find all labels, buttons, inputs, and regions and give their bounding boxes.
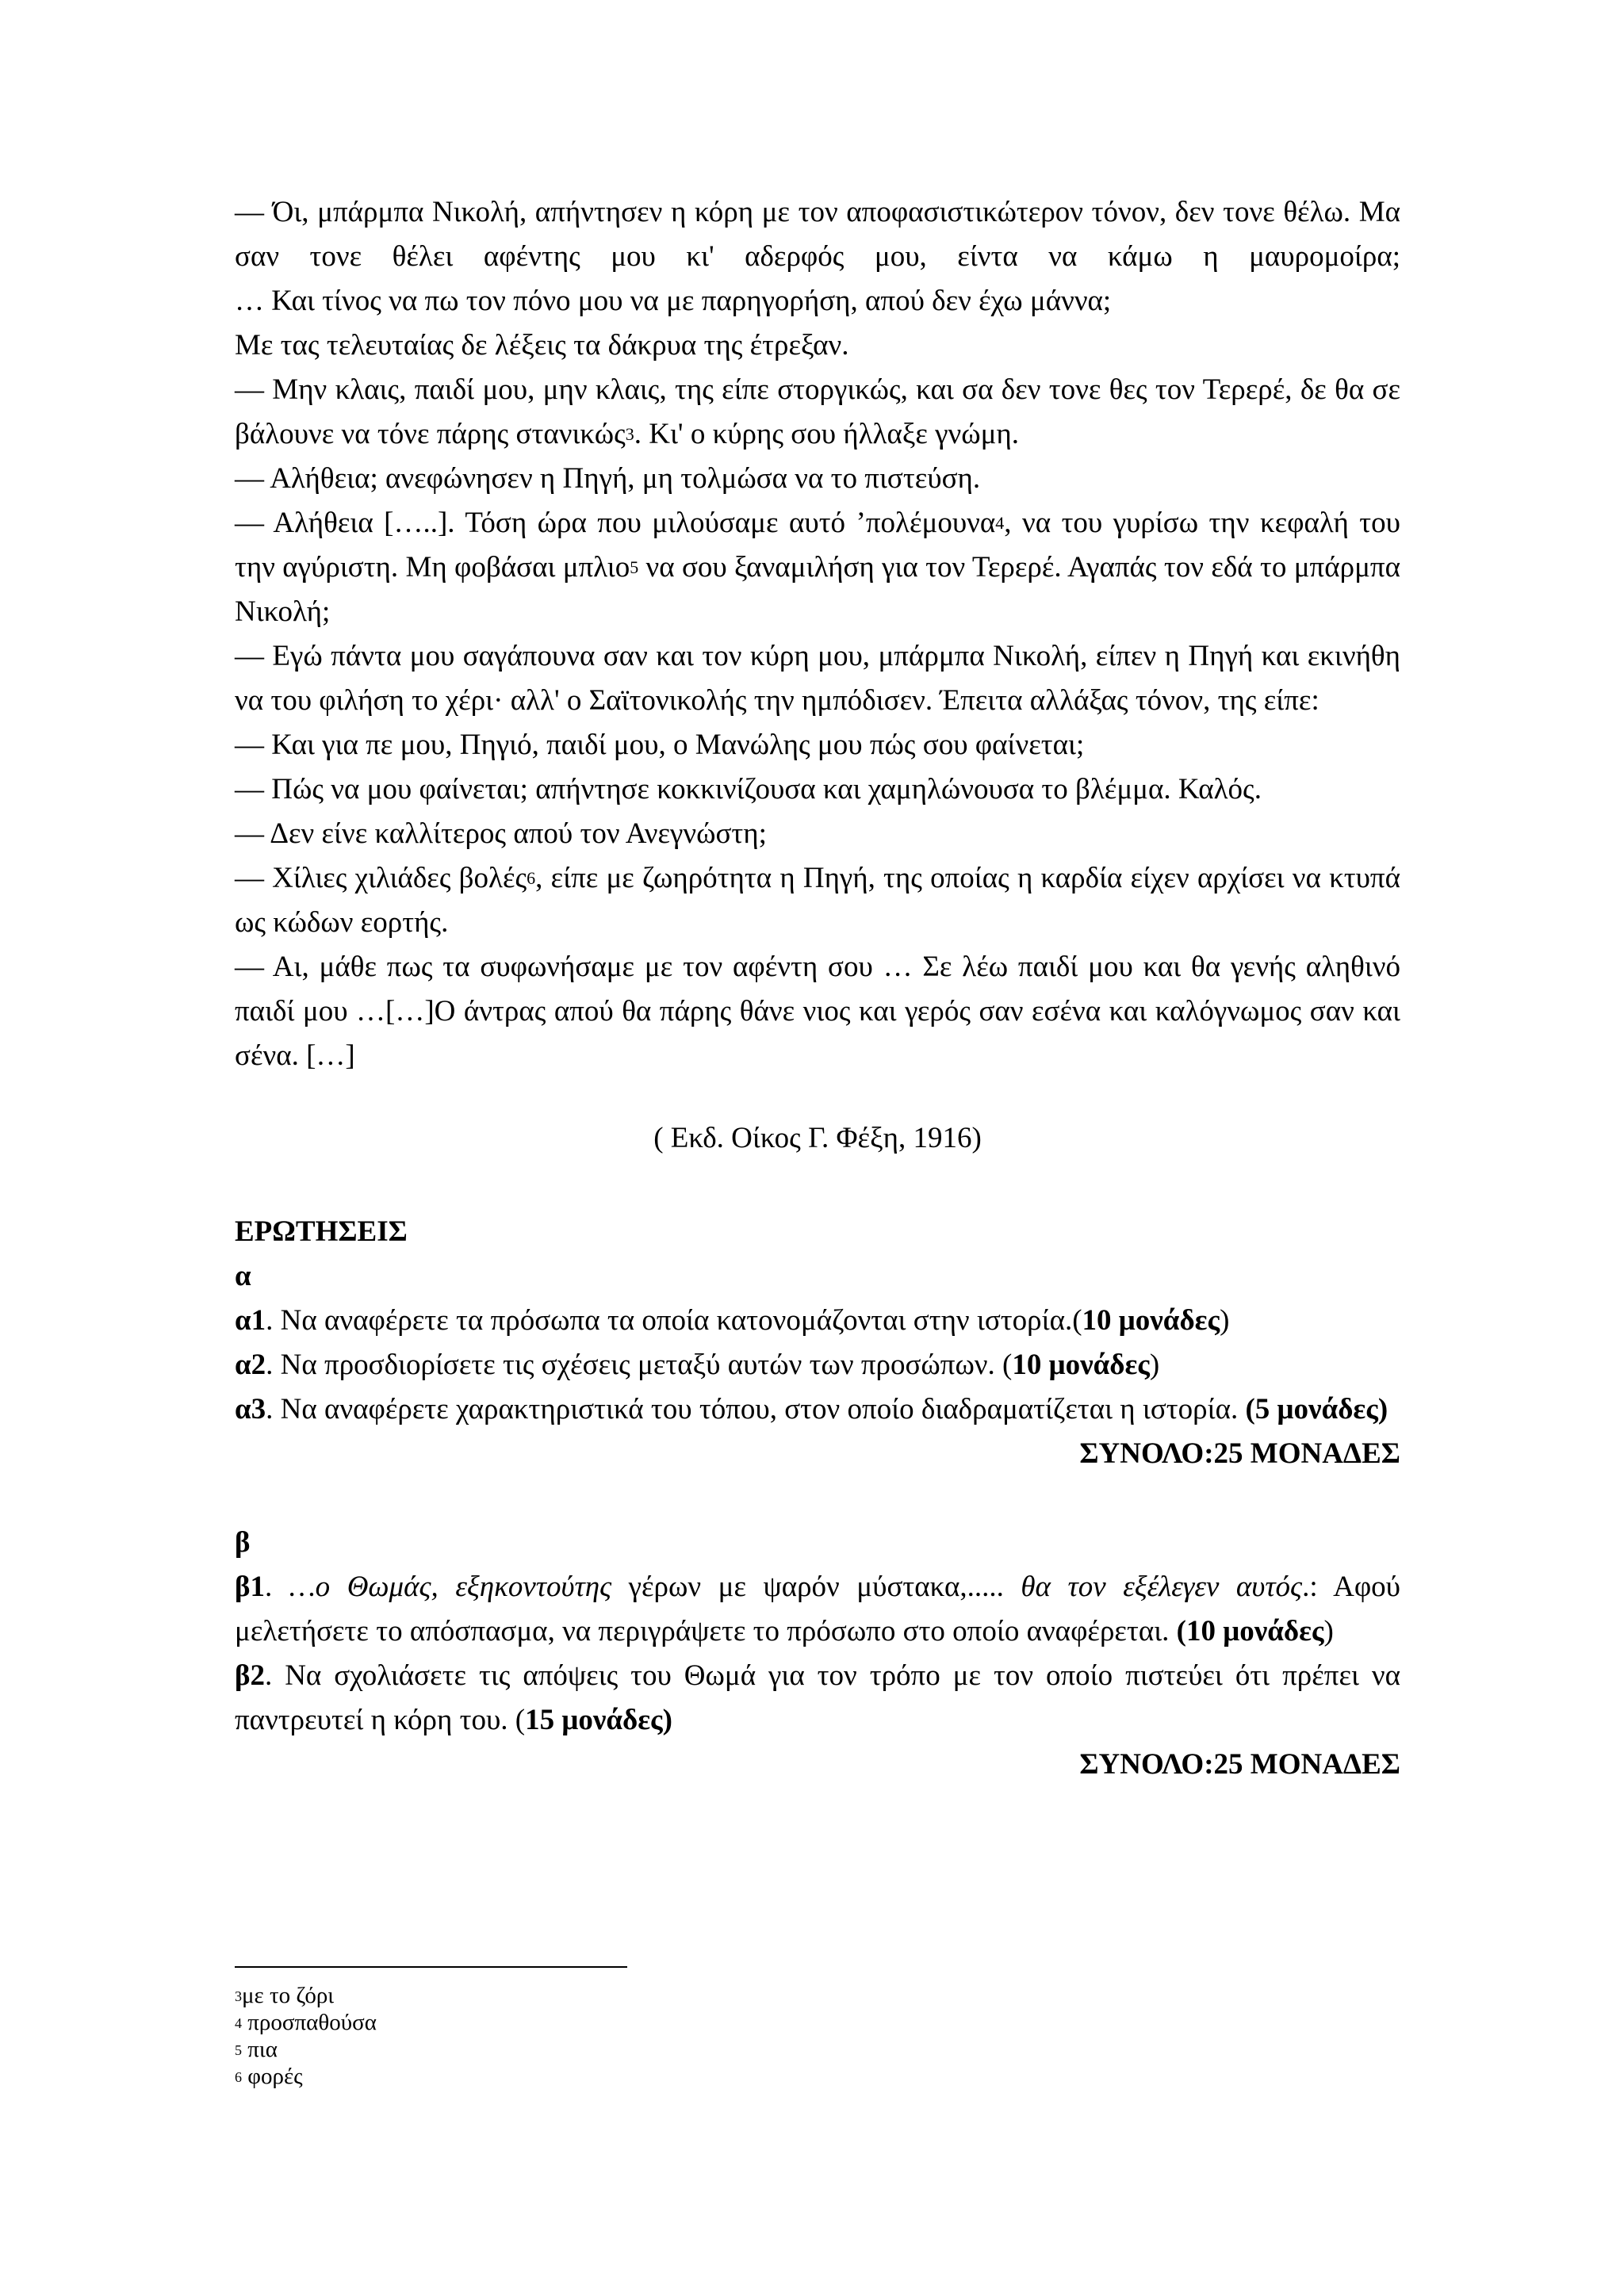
section-a-label: α (235, 1260, 251, 1292)
page-body (235, 190, 1400, 1787)
footnote-ref: 6 (527, 868, 536, 888)
footnote: $^6$ φορές (235, 2064, 303, 2089)
footnotes (235, 1966, 1400, 2090)
dialogue-paragraph: — Χίλιες χιλιάδες βολές$^6$, είπε με ζωηρότητα η Πηγή, της οποίας η καρδία είχεν αρχίσει να κτυπά ως κώδων εορτής. (235, 862, 1401, 939)
footnote: $^4$ προσπαθούσα (235, 2010, 377, 2035)
dialogue-paragraph: — Μην κλαις, παιδί μου, μην κλαις, της είπε στοργικώς, και σα δεν τονε θες τον Τερερέ, δε θα σε βάλουνε να τόνε πάρης στανικώς$^3$. Κι' ο κύρης σου ήλλαξε γνώμη. (235, 373, 1400, 450)
dialogue-paragraph: — Πώς να μου φαίνεται; απήντησε κοκκινίζουσα και χαμηλώνουσα το βλέμμα. Καλός. (235, 773, 1262, 806)
question-a1: α1. Να αναφέρετε τα πρόσωπα τα οποία κατονομάζονται στην ιστορία.(10 μονάδες) (235, 1304, 1230, 1337)
footnote-ref: 5 (630, 557, 639, 577)
section-b-label: β (235, 1526, 251, 1559)
question-a3: α3. Να αναφέρετε χαρακτηριστικά του τόπου, στον οποίο διαδραματίζεται η ιστορία. (5 μονάδες) (235, 1393, 1388, 1425)
dialogue-paragraph: — Αλήθεια […..]. Τόση ώρα που μιλούσαμε αυτό ’πολέμουνα$^4$, να του γυρίσω την κεφαλή του την αγύριστη. Μη φοβάσαι μπλιο$^5$ να σου ξαναμιλήση για τον Τερερέ. Αγαπάς τον εδά το μπάρμπα Νικολή; (235, 507, 1400, 628)
question-b2: β2. Να σχολιάσετε τις απόψεις του Θωμά για τον τρόπο με τον οποίο πιστεύει ότι πρέπει να παντρευτεί η κόρη του. (15 μονάδες) (235, 1659, 1400, 1736)
dialogue-paragraph: … Και τίνος να πω τον πόνο μου να με παρηγορήση, απού δεν έχω μάννα; (235, 285, 1112, 317)
source-citation: ( Εκδ. Οίκος Γ. Φέξη, 1916) (653, 1122, 982, 1154)
narration-paragraph: Με τας τελευταίας δε λέξεις τα δάκρυα της έτρεξαν. (235, 329, 849, 362)
dialogue-paragraph: — Αι, μάθε πως τα συφωνήσαμε με τον αφέντη σου … Σε λέω παιδί μου και θα γενής αληθινό παιδί μου …[…]Ο άντρας απού θα πάρης θάνε νιος και γερός σαν εσένα και καλόγνωμος σαν και σένα. […] (235, 951, 1400, 1072)
dialogue-paragraph: — Εγώ πάντα μου σαγάπουνα σαν και τον κύρη μου, μπάρμπα Νικολή, είπεν η Πηγή και εκινήθη να του φιλήση το χέρι· αλλ' ο Σαϊτονικολής την ημπόδισεν. Έπειτα αλλάξας τόνον, της είπε: (235, 640, 1400, 717)
section-b-total: ΣΥΝΟΛΟ:25 ΜΟΝΑΔΕΣ (1079, 1748, 1400, 1781)
dialogue-paragraph: — Όι, μπάρμπα Νικολή, απήντησεν η κόρη με τον αποφασιστικώτερον τόνον, δεν τονε θέλω. Μα σαν τονε θέλει αφέντης μου κι' αδερφός μου, είντα να κάμω η μαυρομοίρα; (235, 196, 1400, 273)
dialogue-paragraph: — Αλήθεια; ανεφώνησεν η Πηγή, μη τολμώσα να το πιστεύση. (235, 462, 981, 495)
footnote-ref: 4 (995, 513, 1005, 533)
question-a2: α2. Να προσδιορίσετε τις σχέσεις μεταξύ αυτών των προσώπων. (10 μονάδες) (235, 1349, 1160, 1381)
dialogue-paragraph: — Δεν είνε καλλίτερος απού τον Ανεγνώστη; (235, 817, 767, 850)
footnote-ref: 3 (625, 424, 634, 444)
question-b1: β1. …ο Θωμάς, εξηκοντούτης γέρων με ψαρόν μύστακα,..... θα τον εξέλεγεν αυτός.: Αφού μελετήσετε το απόσπασμα, να περιγράψετε το πρόσωπο στο οποίο αναφέρεται. (10 μονάδες) (235, 1571, 1400, 1647)
dialogue-paragraph: — Και για πε μου, Πηγιό, παιδί μου, ο Μανώλης μου πώς σου φαίνεται; (235, 729, 1085, 761)
questions-heading: ΕΡΩΤΗΣΕΙΣ (235, 1215, 408, 1248)
footnote: $^3$με το ζόρι (235, 1983, 335, 2008)
footnote-divider (235, 1966, 627, 1968)
section-a-total: ΣΥΝΟΛΟ:25 ΜΟΝΑΔΕΣ (1079, 1437, 1400, 1470)
footnote: $^5$ πια (235, 2037, 278, 2062)
